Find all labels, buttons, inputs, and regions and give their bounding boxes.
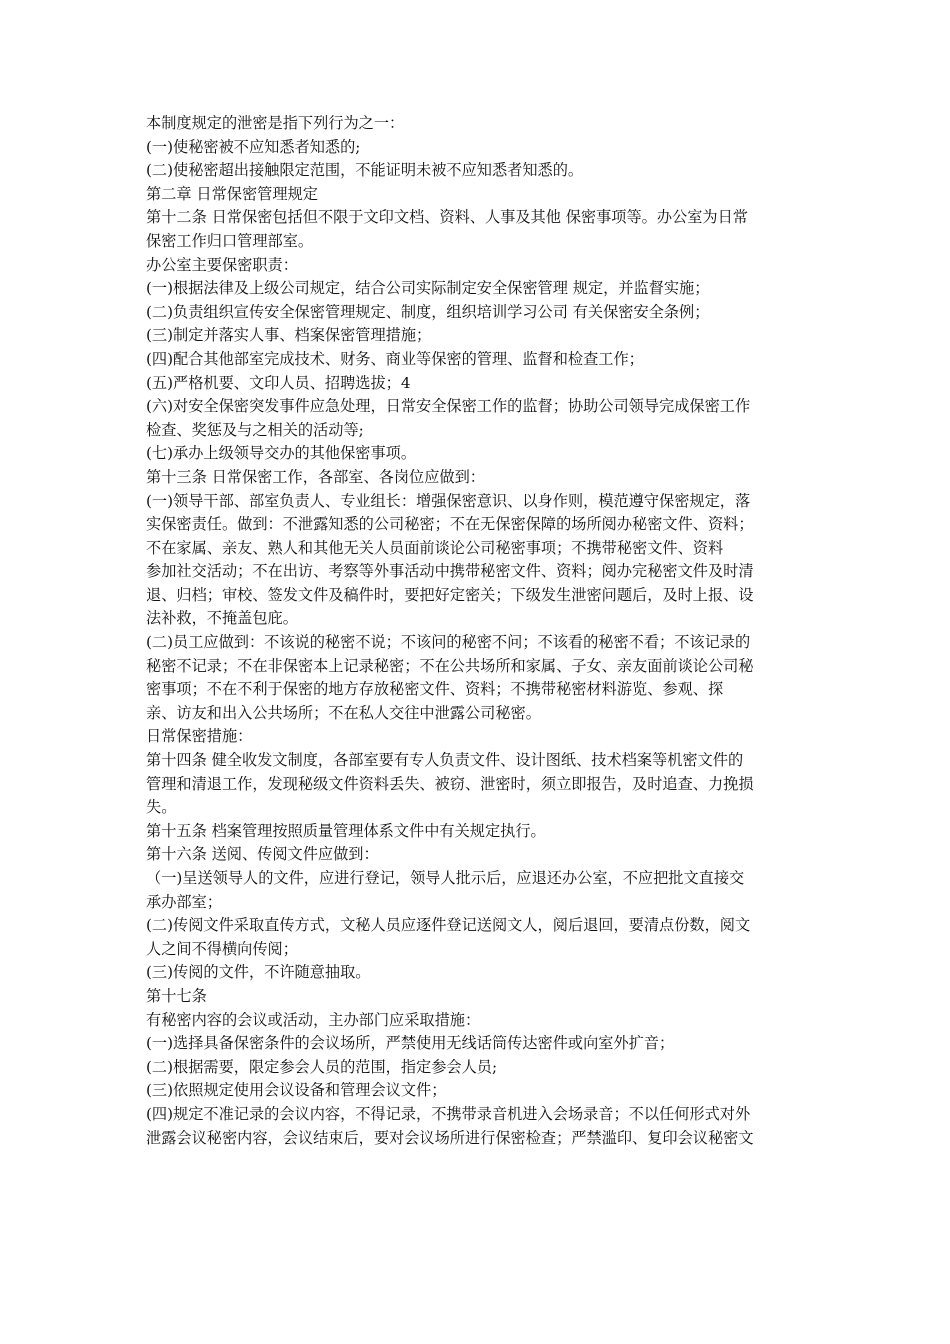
text-line: （一)呈送领导人的文件，应进行登记，领导人批示后，应退还办公室，不应把批文直接交 bbox=[146, 869, 745, 887]
text-line: (二)负责组织宣传安全保密管理规定、制度，组织培训学习公司 有关保密安全条例； bbox=[146, 302, 710, 321]
text-line: 秘密不记录；不在非保密本上记录秘密；不在公共场所和家属、子女、亲友面前谈论公司秘 bbox=[146, 656, 754, 675]
text-line: (四)配合其他部室完成技术、财务、商业等保密的管理、监督和检查工作； bbox=[146, 349, 644, 368]
text-line: 人之间不得横向传阅； bbox=[146, 939, 298, 958]
text-line: 实保密责任。做到：不泄露知悉的公司秘密；不在无保密保障的场所阅办秘密文件、资料； bbox=[146, 515, 754, 534]
text-line: (二)使秘密超出接触限定范围，不能证明未被不应知悉者知悉的。 bbox=[146, 161, 584, 180]
text-line: 管理和清退工作，发现秘级文件资料丢失、被窃、泄密时，须立即报告，及时追查、力挽损 bbox=[146, 774, 754, 793]
text-line: 保密工作归口管理部室。 bbox=[146, 231, 314, 250]
text-line: (三)传阅的文件，不许随意抽取。 bbox=[146, 963, 371, 982]
text-line: 法补救，不掩盖包庇。 bbox=[146, 609, 298, 628]
text-line: 办公室主要保密职责： bbox=[146, 255, 298, 274]
text-line: 第十三条 日常保密工作，各部室、各岗位应做到： bbox=[146, 467, 485, 486]
text-line: (七)承办上级领导交办的其他保密事项。 bbox=[146, 444, 417, 463]
text-line: (一)使秘密被不应知悉者知悉的; bbox=[146, 137, 361, 156]
text-line: 不在家属、亲友、熟人和其他无关人员面前谈论公司秘密事项；不携带秘密文件、资料 bbox=[146, 538, 724, 557]
text-line: 第十六条 送阅、传阅文件应做到： bbox=[146, 845, 379, 864]
text-line: 日常保密措施： bbox=[146, 727, 253, 746]
text-line: (二)传阅文件采取直传方式，文秘人员应逐件登记送阅文人，阅后退回，要清点份数，阅文 bbox=[146, 916, 751, 935]
text-line: (一)根据法律及上级公司规定，结合公司实际制定安全保密管理 规定，并监督实施； bbox=[146, 279, 710, 298]
text-line: 有秘密内容的会议或活动，主办部门应采取措施： bbox=[146, 1010, 481, 1029]
text-line: 检查、奖惩及与之相关的活动等; bbox=[146, 420, 364, 439]
text-line: 第十四条 健全收发文制度，各部室要有专人负责文件、设计图纸、技术档案等机密文件的 bbox=[146, 751, 744, 770]
text-line: (二)员工应做到：不该说的秘密不说；不该问的秘密不问；不该看的秘密不看；不该记录的 bbox=[146, 633, 751, 652]
text-line: (五)严格机要、文印人员、招聘选拔；4 bbox=[146, 373, 411, 392]
text-line: (四)规定不准记录的会议内容，不得记录，不携带录音机进入会场录音；不以任何形式对外 bbox=[146, 1104, 751, 1123]
text-line: (三)制定并落实人事、档案保密管理措施； bbox=[146, 326, 432, 345]
text-line: 泄露会议秘密内容，会议结束后，要对会议场所进行保密检查；严禁滥印、复印会议秘密文 bbox=[146, 1128, 754, 1147]
text-line: 退、归档；审校、签发文件及稿件时，要把好定密关；下级发生泄密问题后，及时上报、设 bbox=[146, 585, 754, 604]
text-line: 失。 bbox=[146, 798, 177, 817]
text-line: 密事项；不在不利于保密的地方存放秘密文件、资料；不携带秘密材料游览、参观、探 bbox=[146, 680, 724, 699]
text-line: 本制度规定的泄密是指下列行为之一： bbox=[146, 114, 405, 132]
text-line: (一)选择具备保密条件的会议场所，严禁使用无线话筒传达密件或向室外扩音； bbox=[146, 1034, 675, 1053]
text-line: 参加社交活动；不在出访、考察等外事活动中携带秘密文件、资料；阅办完秘密文件及时清 bbox=[146, 562, 754, 581]
document-body bbox=[146, 112, 810, 1150]
text-line: (二)根据需要，限定参会人员的范围，指定参会人员; bbox=[146, 1057, 498, 1076]
text-line: (六)对安全保密突发事件应急处理，日常安全保密工作的监督；协助公司领导完成保密工作 bbox=[146, 397, 751, 416]
text-line: (一)领导干部、部室负责人、专业组长：增强保密意识、以身作则，模范遵守保密规定，落 bbox=[146, 491, 751, 510]
text-line: 亲、访友和出入公共场所；不在私人交往中泄露公司秘密。 bbox=[146, 703, 541, 722]
text-line: 第十二条 日常保密包括但不限于文印文档、资料、人事及其他 保密事项等。办公室为日常 bbox=[146, 208, 748, 227]
text-line: 第十七条 bbox=[146, 986, 207, 1005]
text-line: 第十五条 档案管理按照质量管理体系文件中有关规定执行。 bbox=[146, 821, 546, 840]
chapter-heading: 第二章 日常保密管理规定 bbox=[146, 184, 318, 203]
text-line: 承办部室； bbox=[146, 892, 222, 911]
text-line: (三)依照规定使用会议设备和管理会议文件； bbox=[146, 1081, 447, 1100]
